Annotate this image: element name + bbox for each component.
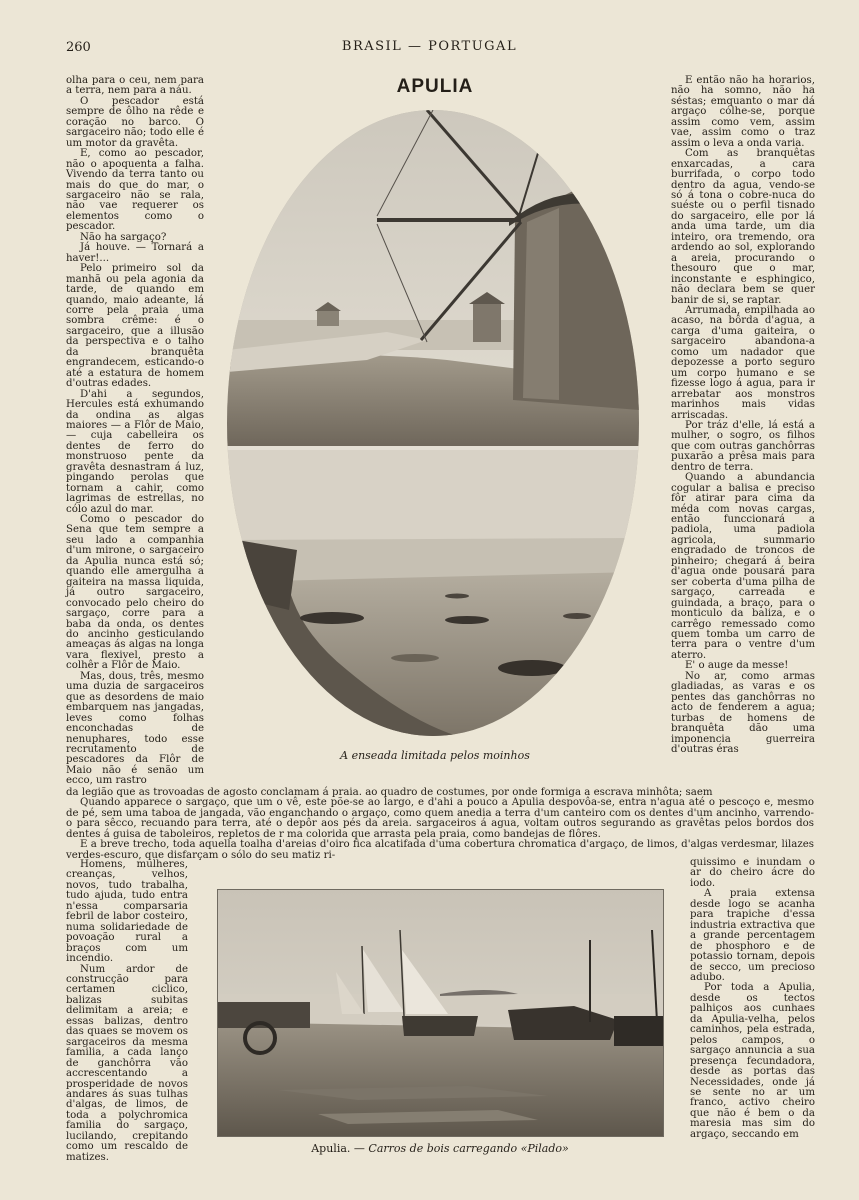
paragraph: Com as branquêtas enxarcadas, a cara burrifada, o corpo todo dentro da agua, vendo-se só á tona o cobre-nuca do suéste ou o perfil tisnado do sargaceiro, elle por lá anda uma tarde, um dia inteiro, ora tremendo, ora ardendo ao sol, explorando a areia, procurando o thesouro que o mar, inconstante e esphingico, não declara bem se quer banir de si, se raptar. bbox=[671, 148, 815, 306]
paragraph: Pelo primeiro sol da manhã ou pela agonia da tarde, de quando em quando, maio adeante, lá corre pela praia uma sombra crême: é o sargaceiro, que a illusão da perspectiva e o talho da branquêta engrandecem, esticando-o até a estatura de homem d'outras edades. bbox=[66, 263, 204, 390]
paragraph: olha para o ceu, nem para a terra, nem para a náu. bbox=[66, 75, 204, 97]
paragraph: E a breve trecho, toda aquella toalha d'areias d'oiro fica alcatifada d'uma cobertura chromatica d'argaço, de limos, d'algas verdesmar, lilazes verdes-escuro, que disfarçam o sólo do seu matiz ri- bbox=[66, 839, 814, 861]
running-head: BRASIL — PORTUGAL bbox=[341, 39, 518, 54]
article-title: APULIA bbox=[396, 76, 474, 97]
paragraph: Como o pescador do Sena que tem sempre a seu lado a companhia d'um mirone, o sargaceiro da Apulia nunca está só; quando elle amergulha a gaiteira na massa liquida, já outro sargaceiro, convocado pelo cheiro do sargaço, corre para a baba da onda, os dentes do ancinho gesticulando ameaças ás algas na longa vara flexivel, presto a colhêr a Flôr de Maio. bbox=[66, 514, 204, 672]
figure-1-caption: A enseada limitada pelos moinhos bbox=[340, 749, 530, 762]
paragraph: A praia extensa desde logo se acanha para trapiche d'essa industria extractiva que a grande percentagem de phosphoro e de potassio tornam, depois de secco, um precioso adubo. bbox=[690, 888, 815, 983]
paragraph: Mas, dous, três, mesmo uma duzia de sargaceiros que as desordens de maio embarquem nas jangadas, leves como folhas enconchadas de nenuphares, todo esse recrutamento de pescadores da Flôr de Maio não é senão um ecco, um rastro bbox=[66, 670, 204, 787]
left-column-lower bbox=[66, 860, 188, 1163]
paragraph: O pescador está sempre de ôlho na rêde e coração no barco. O sargaceiro não; todo elle é um motor da gravêta. bbox=[66, 95, 204, 149]
photo-ox-carts bbox=[217, 889, 664, 1137]
paragraph: E então não ha horarios, não ha somno, não ha séstas; emquanto o mar dá argaço cólhe-se, porque assim como vem, assim vae, assim como o traz assim o leva a onda varia. bbox=[671, 75, 815, 149]
paragraph: E' o auge da messe! bbox=[685, 660, 789, 672]
paragraph: D'ahi a segundos, Hercules está exhumando da ondina as algas maiores — a Flôr de Maio, — cuja cabelleira os dentes de ferro do monstruoso pente da gravêta desnastram á luz, pingando perolas que tornam a cahir, como lagrimas de estrellas, no cólo azul do mar. bbox=[66, 388, 204, 515]
paragraph: Já houve. — Tornará a haver!... bbox=[66, 242, 204, 264]
right-column-lower bbox=[690, 858, 815, 1140]
paragraph: Arrumada, empilhada ao acaso, na bôrda d'agua, a carga d'uma gaiteira, o sargaceiro abandona-a como um nadador que depozesse a porto seguro um corpo humano e se fizesse logo á agua, para ir arrebatar aos monstros marinhos mais vidas arriscadas. bbox=[671, 304, 815, 421]
photo-windmills-bay bbox=[227, 110, 639, 736]
full-width-text bbox=[66, 788, 814, 861]
paragraph: Homens, mulheres, creanças, velhos, novos, tudo trabalha, tudo ajuda, tudo entra n'essa comparsaria febril de labor costeiro, numa solidariedade de povoação rural a braços com um incendio. bbox=[66, 859, 188, 965]
paragraph: No ar, como armas gladiadas, as varas e os pentes das ganchôrras no acto de fenderem a agua; turbas de homens de branquêta dão uma imponencia guerreira d'outras éras bbox=[671, 670, 815, 755]
right-column bbox=[671, 76, 815, 755]
paragraph: Num ardor de construcção para certamen ciclico, balizas subitas delimitam a areia; e essas balizas, dentro das quaes se movem os sargaceiros da mesma familia, a cada lanço de ganchôrra vão accrescentando a prosperidade de novos andares ás suas tulhas d'algas, de limos, de toda a polychromica familia do sargaço, lucilando, crepitando como um rescaldo de matizes. bbox=[66, 963, 188, 1163]
photo-windmills-bay-image bbox=[227, 110, 639, 736]
paragraph: Quando apparece o sargaço, que um o vê, este põe-se ao largo, e d'ahi a pouco a Apulia despovôa-se, entra n'agua até o pescoço e, mesmo de pé, sem uma taboa de jangada, vão enganchando o argaço, como quem anedia a terra d'um canteiro com os dentes d'um ancinho, varrendo-o para sêcco, recuando para terra, até o depôr aos pés da areia. sargaceiros á agua, voltam outros segurando as gravêtas pelos bordos dos dentes á guisa de taboleiros, repletos de r ma colorida que arrasta pela praia, como bandejas de flôres. bbox=[66, 797, 814, 840]
paragraph: Quando a abundancia cogular a balisa e preciso fôr atirar para cima da méda com novas cargas, então funccionará a padiola, uma padiola agricola, summario engradado de troncos de pinheiro; chegará á beira d'agua onde pousará para ser coberta d'uma pilha de sargaço, carreada e guindada, a braço, para o monticulo da baliza, e o carrêgo remessado como quem tomba um carro de terra para o ventre d'um aterro. bbox=[671, 472, 815, 661]
page-number: 260 bbox=[66, 40, 91, 55]
paragraph: Por toda a Apulia, desde os tectos palhiços aos cunhaes da Apulia-velha, pelos caminhos, pela estrada, pelos campos, o sargaço annuncia a sua presença fecundadora, desde as portas das Necessidades, onde já se sente no ar um franco, activo cheiro que não é bem o da maresia mas sim do argaço, seccando em bbox=[690, 982, 815, 1140]
paragraph: E, como ao pescador, não o apoquenta a falha. Vivendo da terra tanto ou mais do que do mar, o sargaceiro não se rala, não vae requerer os elementos como o pescador. bbox=[66, 148, 204, 233]
paragraph: Por tráz d'elle, lá está a mulher, o sogro, os filhos que com outras ganchôrras puxarão a prêsa mais para dentro de terra. bbox=[671, 419, 815, 473]
figure-2-caption-text: — Carros de bois carregando «Pilado» bbox=[353, 1142, 569, 1155]
figure-2-caption bbox=[200, 1142, 680, 1155]
photo-ox-carts-image bbox=[218, 890, 663, 1136]
paragraph: Não ha sargaço? bbox=[80, 231, 167, 243]
left-column bbox=[66, 76, 204, 787]
paragraph: da legião que as trovoadas de agosto conclamam á praia. ao quadro de costumes, por onde formiga a escrava minhôta; saem bbox=[66, 787, 713, 798]
paragraph: quissimo e inundam o ar do cheiro ácre do iodo. bbox=[690, 857, 815, 889]
figure-2-caption-place: Apulia. bbox=[311, 1142, 351, 1155]
